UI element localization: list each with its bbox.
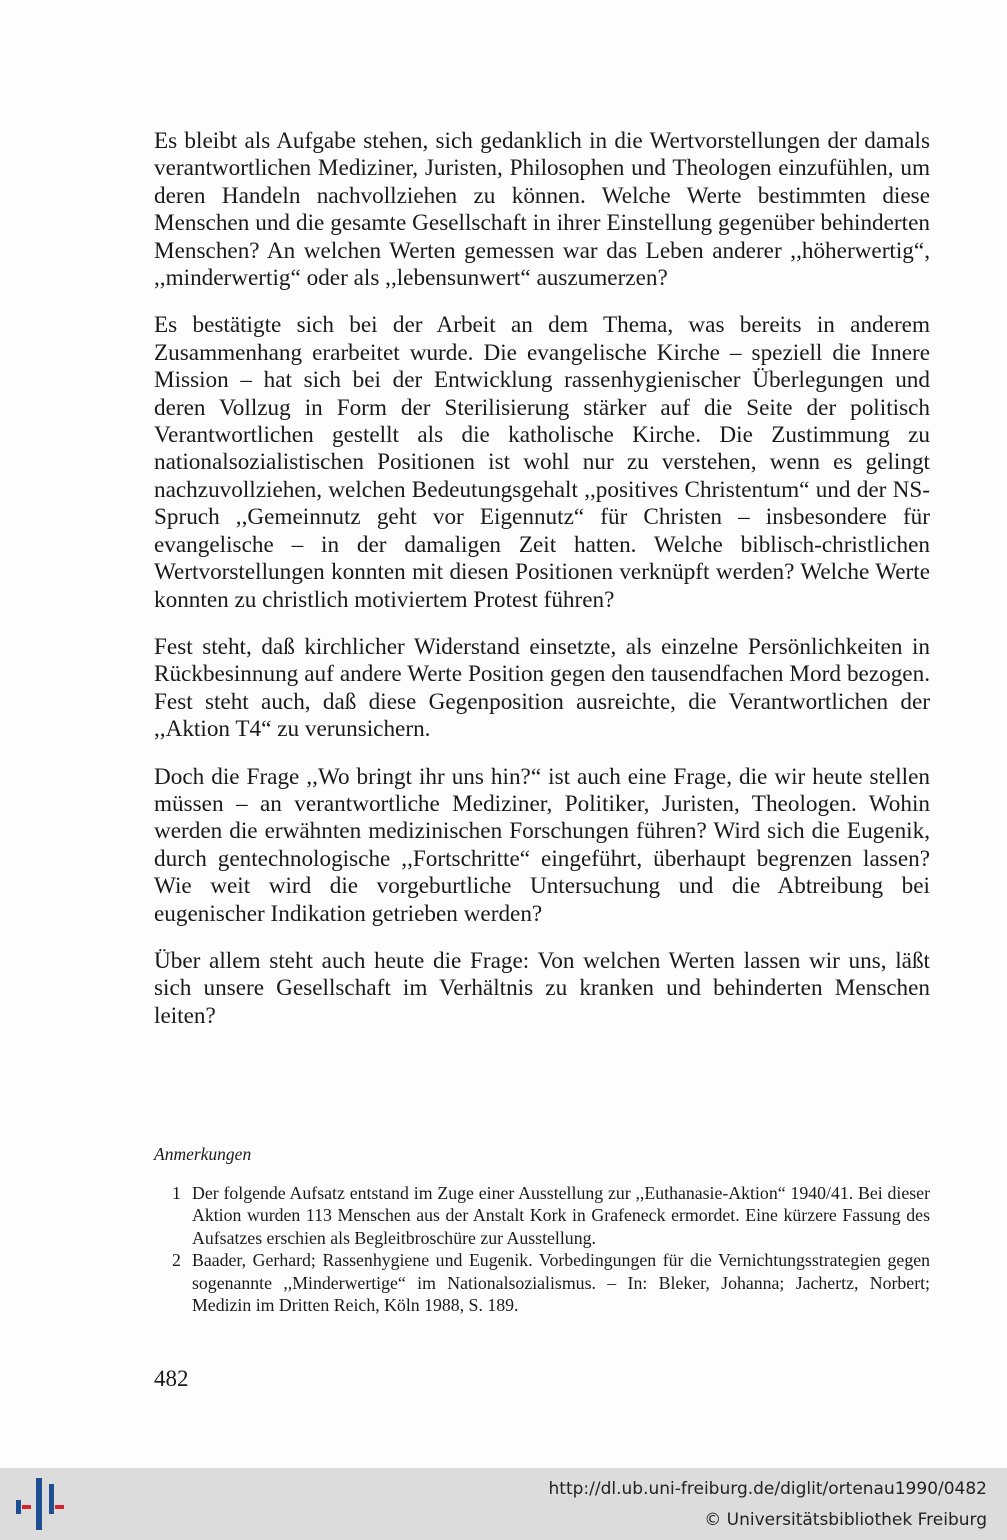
paragraph-3: Fest steht, daß kirchlicher Widerstand einsetzte, als einzelne Persönlichkeiten in Rückbesinnung auf andere Werte Position gegen den tausendfachen Mord bezogen. Fest steht auch, daß diese Gegenposition ausreichte, die Verantwortlichen der ,,Aktion T4“ zu verunsichern.: [154, 633, 930, 743]
footer-copyright: © Universitätsbibliothek Freiburg: [704, 1510, 987, 1530]
footer-bar: [0, 1468, 1007, 1540]
note-text: Baader, Gerhard; Rassenhygiene und Eugenik. Vorbedingungen für die Vernichtungsstrategien gegen sogenannte ,,Minderwertige“ im Nationalsozialismus. – In: Bleker, Johanna; Jachertz, Norbert; Medizin im Dritten Reich, Köln 1988, S. 189.: [192, 1250, 930, 1316]
body-text: [154, 128, 930, 1050]
note-text: Der folgende Aufsatz entstand im Zuge einer Ausstellung zur ,,Euthanasie-Aktion“ 1940/41. Bei dieser Aktion wurden 113 Menschen aus der Anstalt Kork in Grafeneck ermordet. Eine kürzere Fassung des Aufsatzes erschien als Begleitbroschüre zur Ausstellung.: [192, 1183, 930, 1248]
paragraph-1: Es bleibt als Aufgabe stehen, sich gedanklich in die Wertvorstellungen der damals verantwortlichen Mediziner, Juristen, Philosophen und Theologen einzufühlen, um deren Handeln nachvollziehen zu können. Welche Werte bestimmten diese Menschen und die gesamte Gesellschaft in ihrer Einstellung gegenüber behinderten Menschen? An welchen Werten gemessen war das Leben anderer ,,höherwertig“, ,,minderwertig“ oder als ,,lebensunwert“ auszumerzen?: [154, 128, 930, 292]
logo-dash-right: [55, 1505, 64, 1509]
notes-heading: Anmerkungen: [154, 1144, 252, 1164]
logo-bar-left: [16, 1500, 21, 1514]
note-number: 2: [172, 1250, 181, 1271]
logo-bar-center: [36, 1478, 42, 1530]
notes-list: [154, 1182, 930, 1316]
paragraph-5: Über allem steht auch heute die Frage: Von welchen Werten lassen wir uns, läßt sich unsere Gesellschaft im Verhältnis zu kranken und behinderten Menschen leiten?: [154, 947, 930, 1029]
page-number: 482: [154, 1366, 189, 1391]
note-item: [154, 1249, 930, 1316]
ub-freiburg-logo-icon: [12, 1476, 66, 1532]
footer-url-link[interactable]: http://dl.ub.uni-freiburg.de/diglit/ortenau1990/0482: [548, 1479, 987, 1499]
note-number: 1: [172, 1183, 181, 1203]
note-item: [154, 1182, 930, 1249]
logo-bar-right: [49, 1484, 54, 1514]
logo-dash-left: [22, 1505, 31, 1509]
paragraph-2: Es bestätigte sich bei der Arbeit an dem Thema, was bereits in anderem Zusammenhang erarbeitet wurde. Die evangelische Kirche – speziell die Innere Mission – hat sich bei der Entwicklung rassenhygienischer Überlegungen und deren Vollzug in Form der Sterilisierung stärker auf die Seite der politisch Verantwortlichen gestellt als die katholische Kirche. Die Zustimmung zu nationalsozialistischen Positionen ist wohl nur zu verstehen, wenn es gelingt nachzuvollziehen, welchen Bedeutungsgehalt ,,positives Christentum“ und der NS-Spruch ,,Gemeinnutz geht vor Eigennutz“ für Christen – insbesondere für evangelische – in der damaligen Zeit hatten. Welche biblisch-christlichen Wertvorstellungen konnten mit diesen Positionen verknüpft werden? Welche Werte konnten zu christlich motiviertem Protest führen?: [154, 312, 930, 613]
paragraph-4: Doch die Frage ,,Wo bringt ihr uns hin?“ ist auch eine Frage, die wir heute stellen müssen – an verantwortliche Mediziner, Politiker, Juristen, Theologen. Wohin werden die erwähnten medizinischen Forschungen führen? Wird sich die Eugenik, durch gentechnologische ,,Fortschritte“ eingeführt, überhaupt begrenzen lassen? Wie weit wird die vorgeburtliche Untersuchung und die Abtreibung bei eugenischer Indikation getrieben werden?: [154, 763, 930, 927]
